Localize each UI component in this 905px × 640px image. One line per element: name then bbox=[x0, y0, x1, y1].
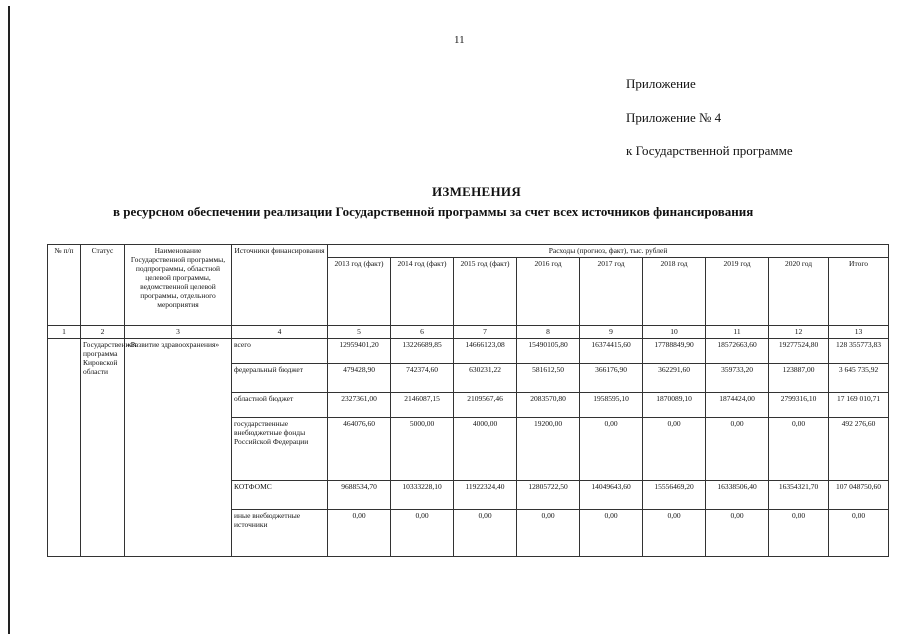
total-cell: 492 276,60 bbox=[829, 418, 889, 481]
appendix-reference: к Государственной программе bbox=[626, 143, 793, 158]
header-year: 2016 год bbox=[517, 258, 580, 326]
value-cell: 464076,60 bbox=[328, 418, 391, 481]
document-subtitle: в ресурсном обеспечении реализации Государственной программы за счет всех источников финансирования bbox=[113, 204, 754, 219]
column-index: 13 bbox=[829, 326, 889, 339]
total-cell: 107 048750,60 bbox=[829, 481, 889, 510]
value-cell: 15556469,20 bbox=[643, 481, 706, 510]
status-cell: Государственная программа Кировской области bbox=[81, 339, 125, 557]
total-cell: 0,00 bbox=[829, 510, 889, 557]
value-cell: 0,00 bbox=[706, 418, 769, 481]
value-cell: 2146087,15 bbox=[391, 393, 454, 418]
value-cell: 16354321,70 bbox=[769, 481, 829, 510]
header-source: Источники финансирования bbox=[232, 245, 328, 326]
total-cell: 17 169 010,71 bbox=[829, 393, 889, 418]
value-cell: 362291,60 bbox=[643, 364, 706, 393]
value-cell: 0,00 bbox=[769, 418, 829, 481]
column-index-row bbox=[48, 326, 889, 339]
source-cell: иные внебюджетные источники bbox=[232, 510, 328, 557]
header-no: № п/п bbox=[48, 245, 81, 326]
column-index: 3 bbox=[125, 326, 232, 339]
value-cell: 19277524,80 bbox=[769, 339, 829, 364]
header-expenses: Расходы (прогноз, факт), тыс. рублей bbox=[328, 245, 889, 258]
value-cell: 18572663,60 bbox=[706, 339, 769, 364]
value-cell: 12959401,20 bbox=[328, 339, 391, 364]
value-cell: 479428,90 bbox=[328, 364, 391, 393]
header-year: 2018 год bbox=[643, 258, 706, 326]
column-index: 11 bbox=[706, 326, 769, 339]
source-cell: федеральный бюджет bbox=[232, 364, 328, 393]
value-cell: 4000,00 bbox=[454, 418, 517, 481]
value-cell: 16374415,60 bbox=[580, 339, 643, 364]
source-cell: государственные внебюджетные фонды Российской Федерации bbox=[232, 418, 328, 481]
value-cell: 16338506,40 bbox=[706, 481, 769, 510]
header-year: 2017 год bbox=[580, 258, 643, 326]
appendix-number: Приложение № 4 bbox=[626, 110, 722, 125]
column-index: 10 bbox=[643, 326, 706, 339]
value-cell: 2083570,80 bbox=[517, 393, 580, 418]
resource-table bbox=[47, 244, 889, 557]
value-cell: 742374,60 bbox=[391, 364, 454, 393]
value-cell: 0,00 bbox=[769, 510, 829, 557]
source-cell: КОТФОМС bbox=[232, 481, 328, 510]
appendix-label: Приложение bbox=[626, 76, 696, 91]
value-cell: 5000,00 bbox=[391, 418, 454, 481]
value-cell: 0,00 bbox=[391, 510, 454, 557]
column-index: 4 bbox=[232, 326, 328, 339]
source-cell: областной бюджет bbox=[232, 393, 328, 418]
row-number-cell bbox=[48, 339, 81, 557]
header-status: Статус bbox=[81, 245, 125, 326]
header-year: 2019 год bbox=[706, 258, 769, 326]
value-cell: 1874424,00 bbox=[706, 393, 769, 418]
value-cell: 14666123,08 bbox=[454, 339, 517, 364]
value-cell: 10333228,10 bbox=[391, 481, 454, 510]
column-index: 12 bbox=[769, 326, 829, 339]
table-row bbox=[48, 339, 889, 364]
value-cell: 19200,00 bbox=[517, 418, 580, 481]
value-cell: 0,00 bbox=[580, 510, 643, 557]
header-year: 2020 год bbox=[769, 258, 829, 326]
value-cell: 0,00 bbox=[706, 510, 769, 557]
value-cell: 1958595,10 bbox=[580, 393, 643, 418]
column-index: 6 bbox=[391, 326, 454, 339]
value-cell: 2799316,10 bbox=[769, 393, 829, 418]
value-cell: 366176,90 bbox=[580, 364, 643, 393]
header-year: 2013 год (факт) bbox=[328, 258, 391, 326]
program-name-cell: «Развитие здравоохранения» bbox=[125, 339, 232, 557]
scan-margin-line bbox=[8, 6, 10, 634]
value-cell: 1870089,10 bbox=[643, 393, 706, 418]
column-index: 1 bbox=[48, 326, 81, 339]
value-cell: 0,00 bbox=[517, 510, 580, 557]
value-cell: 9688534,70 bbox=[328, 481, 391, 510]
total-cell: 128 355773,83 bbox=[829, 339, 889, 364]
header-year: 2015 год (факт) bbox=[454, 258, 517, 326]
value-cell: 17788849,90 bbox=[643, 339, 706, 364]
document-title: ИЗМЕНЕНИЯ bbox=[432, 184, 522, 199]
value-cell: 581612,50 bbox=[517, 364, 580, 393]
header-year: 2014 год (факт) bbox=[391, 258, 454, 326]
value-cell: 15490105,80 bbox=[517, 339, 580, 364]
value-cell: 0,00 bbox=[328, 510, 391, 557]
value-cell: 2327361,00 bbox=[328, 393, 391, 418]
header-total: Итого bbox=[829, 258, 889, 326]
value-cell: 14049643,60 bbox=[580, 481, 643, 510]
source-cell: всего bbox=[232, 339, 328, 364]
value-cell: 0,00 bbox=[643, 510, 706, 557]
column-index: 8 bbox=[517, 326, 580, 339]
value-cell: 630231,22 bbox=[454, 364, 517, 393]
value-cell: 13226689,85 bbox=[391, 339, 454, 364]
value-cell: 12805722,50 bbox=[517, 481, 580, 510]
column-index: 2 bbox=[81, 326, 125, 339]
value-cell: 123887,00 bbox=[769, 364, 829, 393]
column-index: 9 bbox=[580, 326, 643, 339]
value-cell: 2109567,46 bbox=[454, 393, 517, 418]
value-cell: 0,00 bbox=[580, 418, 643, 481]
header-name: Наименование Государственной программы, подпрограммы, областной целевой программы, ведомственной целевой программы, отдельного мероприятия bbox=[125, 245, 232, 326]
page-number: 11 bbox=[454, 34, 465, 46]
column-index: 7 bbox=[454, 326, 517, 339]
value-cell: 359733,20 bbox=[706, 364, 769, 393]
value-cell: 11922324,40 bbox=[454, 481, 517, 510]
column-index: 5 bbox=[328, 326, 391, 339]
value-cell: 0,00 bbox=[454, 510, 517, 557]
table-header-row bbox=[48, 245, 889, 258]
total-cell: 3 645 735,92 bbox=[829, 364, 889, 393]
value-cell: 0,00 bbox=[643, 418, 706, 481]
